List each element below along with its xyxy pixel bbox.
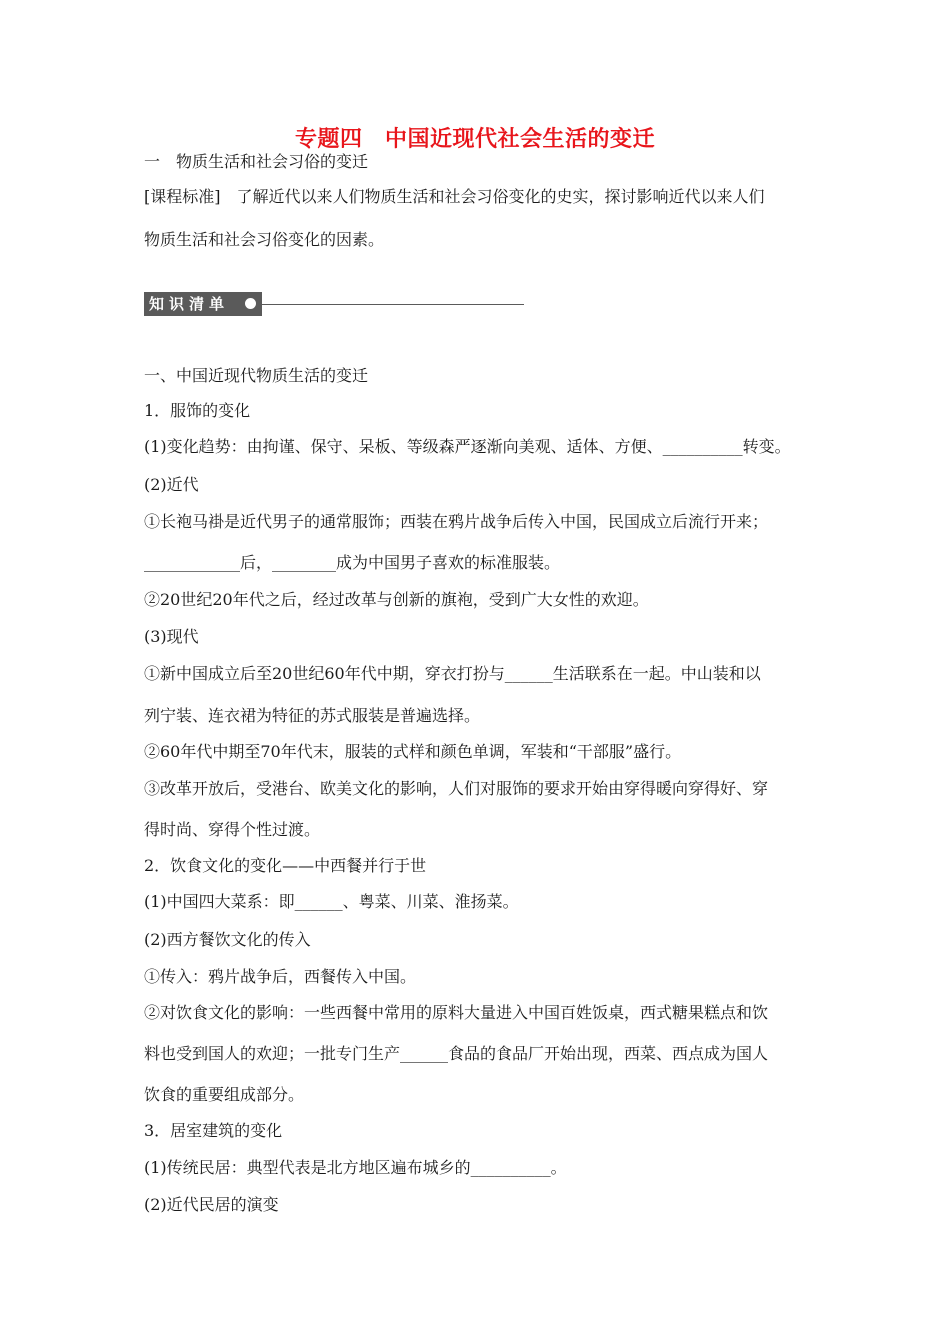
badge-label: 知识清单 [149,295,230,313]
content-line: ②对饮食文化的影响：一些西餐中常用的原料大量进入中国百姓饭桌，西式糖果糕点和饮 [144,1003,769,1022]
content-line: ③改革开放后，受港台、欧美文化的影响，人们对服饰的要求开始由穿得暖向穿得好、穿 [144,779,769,798]
content-line: 得时尚、穿得个性过渡。 [144,820,321,839]
content-line: ①新中国成立后至20世纪60年代中期，穿衣打扮与______生活联系在一起。中山装和以 [144,664,761,683]
content-line: (1)变化趋势：由拘谨、保守、呆板、等级森严逐渐向美观、适体、方便、__________转变。 [144,437,791,456]
content-line: 1．服饰的变化 [144,401,251,420]
content-line: 列宁装、连衣裙为特征的苏式服装是普遍选择。 [144,706,481,725]
content-line: ①长袍马褂是近代男子的通常服饰；西装在鸦片战争后传入中国，民国成立后流行开来； [144,512,769,531]
content-line: ②20世纪20年代之后，经过改革与创新的旗袍，受到广大女性的欢迎。 [144,590,649,609]
content-line: (2)近代 [144,475,199,494]
curriculum-standard-line-1: [课程标准] 了解近代以来人们物质生活和社会习俗变化的史实，探讨影响近代以来人们 [144,187,765,206]
content-line: (1)传统民居：典型代表是北方地区遍布城乡的__________。 [144,1158,567,1177]
content-line: ②60年代中期至70年代末，服装的式样和颜色单调，军装和“干部服”盛行。 [144,742,682,761]
lesson-subtitle: 一 物质生活和社会习俗的变迁 [144,152,369,171]
content-line: 料也受到国人的欢迎；一批专门生产______食品的食品厂开始出现，西菜、西点成为国人 [144,1044,769,1063]
content-line: (2)近代民居的演变 [144,1195,279,1214]
section-divider [262,304,524,305]
knowledge-list-badge [144,292,262,316]
document-title: 专题四 中国近现代社会生活的变迁 [294,127,655,152]
content-line: 一、中国近现代物质生活的变迁 [144,366,369,385]
content-line: (2)西方餐饮文化的传入 [144,930,311,949]
badge-dot-icon [245,298,256,309]
content-line: ①传入：鸦片战争后，西餐传入中国。 [144,967,417,986]
content-line: 饮食的重要组成部分。 [144,1085,305,1104]
content-line: ____________后，________成为中国男子喜欢的标准服装。 [144,553,561,572]
content-line: (1)中国四大菜系：即______、粤菜、川菜、淮扬菜。 [144,892,519,911]
curriculum-standard-line-2: 物质生活和社会习俗变化的因素。 [144,230,385,249]
content-line: 2．饮食文化的变化——中西餐并行于世 [144,856,427,875]
content-line: 3．居室建筑的变化 [144,1121,283,1140]
content-line: (3)现代 [144,627,199,646]
